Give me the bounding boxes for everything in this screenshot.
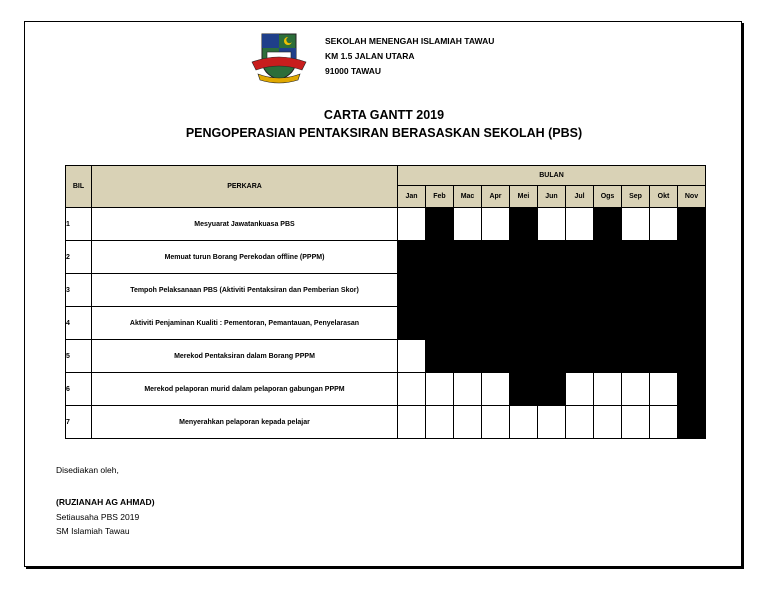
task-name: Merekod pelaporan murid dalam pelaporan gabungan PPPM — [92, 373, 398, 406]
table-row — [66, 307, 706, 340]
gantt-cell-active — [510, 274, 538, 307]
gantt-cell-empty — [566, 406, 594, 439]
gantt-cell-empty — [482, 373, 510, 406]
school-name: SEKOLAH MENENGAH ISLAMIAH TAWAU — [325, 36, 495, 46]
gantt-cell-active — [398, 307, 426, 340]
gantt-cell-active — [678, 241, 706, 274]
task-name: Mesyuarat Jawatankuasa PBS — [92, 208, 398, 241]
gantt-cell-empty — [510, 406, 538, 439]
gantt-cell-active — [678, 373, 706, 406]
gantt-cell-active — [454, 340, 482, 373]
month-header: Sep — [622, 186, 650, 208]
gantt-cell-active — [622, 241, 650, 274]
gantt-cell-empty — [426, 373, 454, 406]
header-bulan: BULAN — [398, 166, 706, 186]
gantt-cell-active — [566, 340, 594, 373]
gantt-cell-active — [510, 208, 538, 241]
table-row — [66, 373, 706, 406]
gantt-cell-empty — [566, 208, 594, 241]
gantt-cell-empty — [566, 373, 594, 406]
month-header: Jul — [566, 186, 594, 208]
chart-title: CARTA GANTT 2019 — [323, 108, 445, 122]
gantt-cell-active — [650, 340, 678, 373]
gantt-cell-active — [566, 241, 594, 274]
gantt-cell-empty — [398, 406, 426, 439]
gantt-cell-active — [650, 241, 678, 274]
signatory-name: (RUZIANAH AG AHMAD) — [56, 497, 155, 507]
gantt-cell-active — [426, 208, 454, 241]
month-header: Feb — [426, 186, 454, 208]
gantt-cell-empty — [454, 406, 482, 439]
chart-subtitle: PENGOPERASIAN PENTAKSIRAN BERASASKAN SEKOLAH (PBS) — [185, 126, 583, 140]
gantt-cell-empty — [650, 208, 678, 241]
gantt-cell-empty — [398, 373, 426, 406]
month-header: Ogs — [594, 186, 622, 208]
gantt-cell-active — [566, 274, 594, 307]
gantt-cell-active — [538, 373, 566, 406]
gantt-cell-active — [426, 340, 454, 373]
gantt-cell-active — [426, 241, 454, 274]
month-header: Jan — [398, 186, 426, 208]
month-header: Mei — [510, 186, 538, 208]
gantt-cell-active — [482, 274, 510, 307]
month-header: Apr — [482, 186, 510, 208]
gantt-cell-active — [510, 307, 538, 340]
gantt-cell-active — [426, 274, 454, 307]
gantt-cell-active — [426, 307, 454, 340]
header-perkara: PERKARA — [92, 166, 398, 208]
gantt-cell-active — [482, 241, 510, 274]
gantt-cell-empty — [622, 373, 650, 406]
table-row — [66, 274, 706, 307]
school-crest-logo — [248, 30, 310, 84]
gantt-cell-active — [454, 307, 482, 340]
gantt-cell-active — [678, 406, 706, 439]
header-bil: BIL — [66, 166, 92, 208]
gantt-cell-active — [594, 307, 622, 340]
gantt-cell-active — [454, 274, 482, 307]
table-row — [66, 208, 706, 241]
gantt-cell-empty — [622, 208, 650, 241]
task-name: Memuat turun Borang Perekodan offline (PPPM) — [92, 241, 398, 274]
task-name: Menyerahkan pelaporan kepada pelajar — [92, 406, 398, 439]
gantt-cell-active — [594, 241, 622, 274]
gantt-cell-empty — [454, 373, 482, 406]
gantt-cell-active — [678, 307, 706, 340]
task-name: Tempoh Pelaksanaan PBS (Aktiviti Pentaksiran dan Pemberian Skor) — [92, 274, 398, 307]
gantt-cell-empty — [398, 340, 426, 373]
gantt-cell-active — [538, 307, 566, 340]
row-number: 1 — [66, 208, 92, 241]
gantt-cell-empty — [622, 406, 650, 439]
gantt-cell-empty — [454, 208, 482, 241]
gantt-cell-active — [622, 274, 650, 307]
gantt-cell-empty — [594, 406, 622, 439]
address-line-1: KM 1.5 JALAN UTARA — [325, 51, 415, 61]
signatory-school: SM Islamiah Tawau — [56, 526, 130, 536]
row-number: 2 — [66, 241, 92, 274]
gantt-cell-empty — [594, 373, 622, 406]
gantt-cell-active — [454, 241, 482, 274]
gantt-cell-empty — [650, 406, 678, 439]
address-line-2: 91000 TAWAU — [325, 66, 382, 76]
gantt-cell-active — [622, 340, 650, 373]
task-name: Aktiviti Penjaminan Kualiti : Pementoran, Pemantauan, Penyelarasan — [92, 307, 398, 340]
signatory-position: Setiausaha PBS 2019 — [56, 512, 140, 522]
row-number: 4 — [66, 307, 92, 340]
task-name: Merekod Pentaksiran dalam Borang PPPM — [92, 340, 398, 373]
month-header: Nov — [678, 186, 706, 208]
table-row — [66, 340, 706, 373]
gantt-cell-active — [650, 274, 678, 307]
gantt-cell-empty — [650, 373, 678, 406]
gantt-cell-active — [594, 274, 622, 307]
gantt-cell-active — [398, 241, 426, 274]
table-row — [66, 406, 706, 439]
month-header: Mac — [454, 186, 482, 208]
gantt-cell-empty — [538, 406, 566, 439]
prepared-by-label: Disediakan oleh, — [56, 465, 119, 475]
row-number: 3 — [66, 274, 92, 307]
gantt-cell-active — [398, 274, 426, 307]
gantt-cell-active — [594, 208, 622, 241]
gantt-cell-empty — [398, 208, 426, 241]
gantt-cell-empty — [482, 208, 510, 241]
gantt-cell-active — [678, 340, 706, 373]
gantt-cell-active — [538, 274, 566, 307]
month-header: Okt — [650, 186, 678, 208]
gantt-cell-empty — [538, 208, 566, 241]
gantt-cell-active — [594, 340, 622, 373]
row-number: 6 — [66, 373, 92, 406]
month-header: Jun — [538, 186, 566, 208]
gantt-cell-active — [538, 241, 566, 274]
school-address-block — [325, 34, 494, 79]
gantt-cell-active — [510, 340, 538, 373]
gantt-cell-active — [622, 307, 650, 340]
gantt-table — [65, 165, 706, 439]
gantt-cell-active — [538, 340, 566, 373]
gantt-cell-active — [678, 274, 706, 307]
gantt-cell-empty — [482, 406, 510, 439]
gantt-cell-active — [566, 307, 594, 340]
gantt-cell-active — [510, 373, 538, 406]
row-number: 5 — [66, 340, 92, 373]
gantt-cell-active — [678, 208, 706, 241]
gantt-cell-active — [482, 307, 510, 340]
row-number: 7 — [66, 406, 92, 439]
gantt-cell-active — [482, 340, 510, 373]
table-row — [66, 241, 706, 274]
gantt-cell-active — [510, 241, 538, 274]
gantt-cell-active — [650, 307, 678, 340]
gantt-cell-empty — [426, 406, 454, 439]
